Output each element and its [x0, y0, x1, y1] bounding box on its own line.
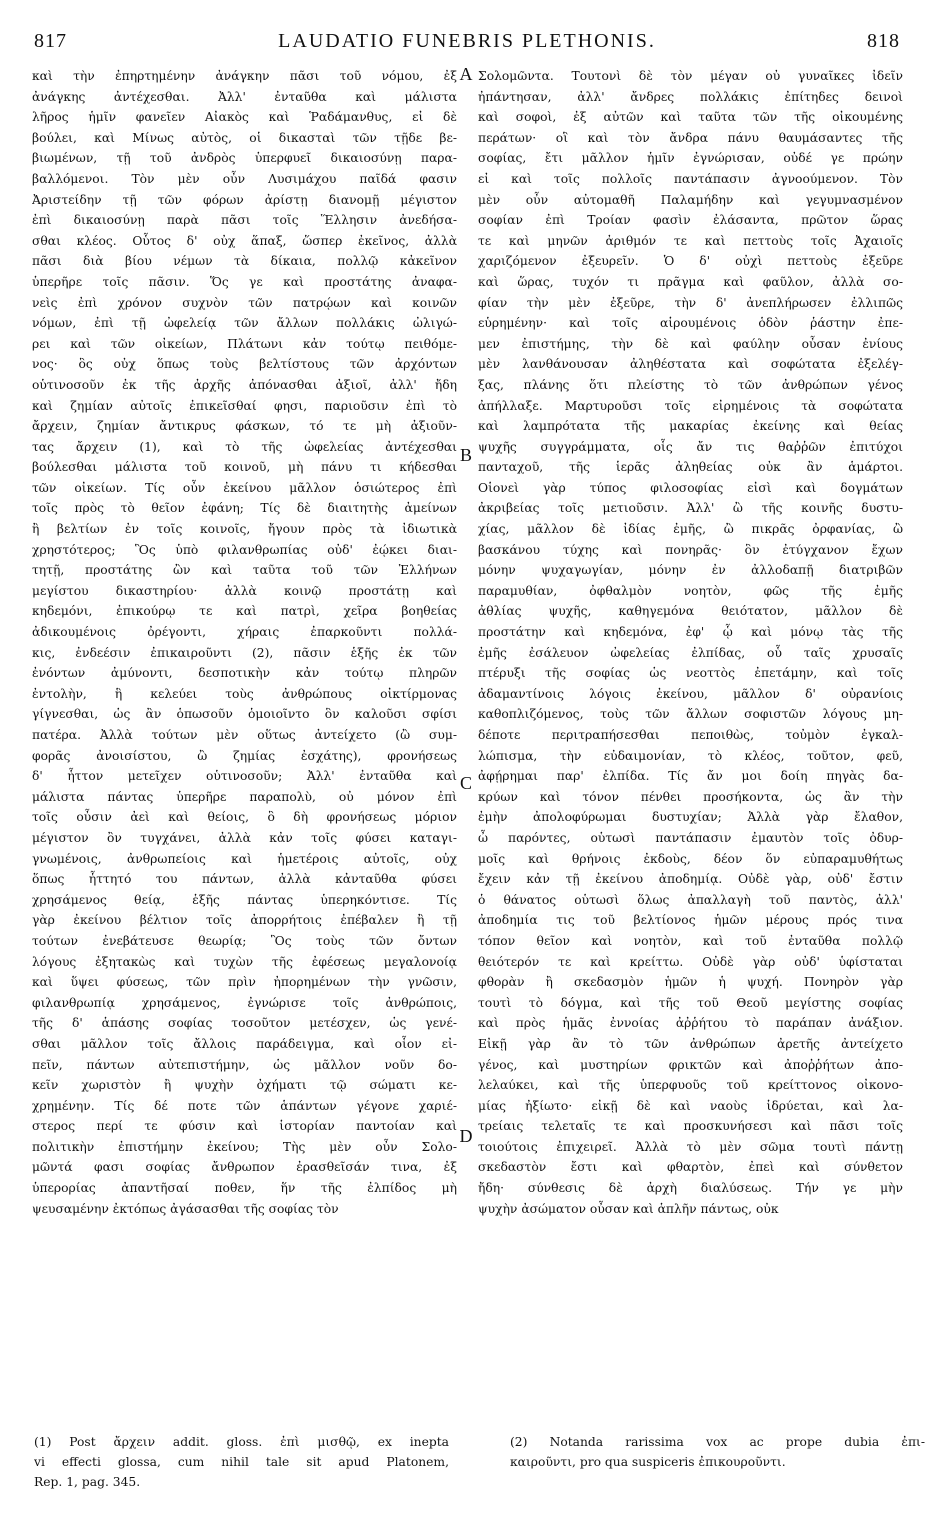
text-line: καὶ τὴν ἐπηρτημένην ἀνάγκην πᾶσι τοῦ νόμου, ἐξ — [32, 69, 457, 83]
text-line: Ἀριστείδην τῇ τῶν φόρων ἀρίστῃ διανομῇ μέγιστον — [32, 192, 457, 207]
text-line: ἀδαμαντίνοις λόγοις ἐκείνου, μᾶλλον δ' οὐρανίοις — [478, 686, 903, 701]
text-line: ἢ βελτίων ἐν τοῖς κοινοῖς, ἤγουν πρὸς τὰ ἰδιωτικὰ — [32, 522, 457, 537]
footnote-line: καιροῦντι, pro qua suspiceris ἐπικουροῦντι. — [510, 1455, 786, 1469]
footnote-line: Rep. 1, pag. 345. — [34, 1475, 141, 1489]
section-marker-d: D — [459, 1126, 473, 1146]
footnotes — [0, 1432, 934, 1502]
page-number-right: 818 — [866, 30, 900, 52]
text-line: γένος, καὶ μυστηρίων φρικτῶν καὶ ἀποῤῥήτων ἀπο- — [478, 1057, 903, 1072]
text-line: γνωμένοις, ἀνθρωπείοις καὶ ἡμετέροις αὐτοῖς, οὐχ — [32, 851, 457, 866]
text-line: χρημένην. Τίς δέ ποτε τῶν ἁπάντων γέγονε χαριέ- — [32, 1098, 457, 1113]
text-line: πτέρυξι τῆς σοφίας ὡς νεοττὸς ἐπετάμην, καὶ τοῖς — [478, 666, 903, 681]
text-line: βαλλόμενοι. Τὸν μὲν οὖν Λυσιμάχου παῖδά φασιν — [32, 171, 457, 186]
text-line: τῆς δ' ἁπάσης σοφίας τοσοῦτον μετέσχεν, ὡς γενέ- — [32, 1016, 457, 1031]
text-line: πεῖν, πάντων αὐτεπιστήμην, ὡς μᾶλλον νοῦν δο- — [32, 1057, 457, 1072]
text-line: μίας ἠξίωτο· εἰκῇ δὲ καὶ ναοὺς ἱδρύεται, καὶ λα- — [478, 1098, 903, 1113]
text-line: κρύων καὶ τόνον πένθει προσήκοντα, ὡς ἂν τὴν — [478, 789, 903, 804]
text-line: σθαι μᾶλλον τοῖς ἄλλοις παράδειγμα, καὶ οἷον εἰ- — [32, 1036, 457, 1051]
text-line: καὶ ζημίαν αὐτοῖς ἐπικεῖσθαί φησι, παριοῦσιν ἐπὶ τὸ — [32, 398, 457, 413]
text-line: οὑτινοσοῦν ἐκ τῆς ἀρχῆς ἀπόνασθαι ἀξιοῖ, ἀλλ' ἤδη — [32, 377, 457, 392]
right-text-column — [478, 66, 903, 1366]
text-line: θειότερόν τε καὶ κρείττω. Οὐδὲ γὰρ οὐδ' ὑφίσταται — [478, 954, 903, 969]
text-line: ἔχειν κἀν τῇ ἐκείνου ἀποδημίᾳ. Οὐδὲ γὰρ, οὐδ' ἔστιν — [478, 872, 903, 887]
text-line: καὶ πρὸς ἡμᾶς ἐννοίας ἀῤῥήτου τὸ παράπαν ἀνάξιον. — [478, 1016, 903, 1031]
text-line: τόπον θεῖον καὶ νοητὸν, καὶ τοῦ ἐνταῦθα πολλῷ — [478, 933, 903, 948]
text-line: νος· ὃς οὐχ ὅπως τοὺς βελτίστους τῶν ἀρχόντων — [32, 357, 457, 372]
section-marker-c: C — [459, 773, 472, 793]
text-line: καθοπλιζόμενος, τοὺς τῶν ἄλλων σοφιστῶν λόγους μη- — [478, 707, 903, 722]
text-line: σθαι κλέος. Οὗτος δ' οὐχ ἅπαξ, ὥσπερ ἐκεῖνος, ἀλλὰ — [32, 233, 457, 248]
text-line: χίας, μᾶλλον δὲ ἰδίας ἐμῆς, ὢ πικρᾶς ὀρφανίας, ὢ — [478, 522, 903, 537]
text-line: ἐπὶ δικαιοσύνῃ παρὰ πᾶσι τοῖς Ἕλλησιν ἀνεδήσα- — [32, 213, 457, 228]
footnote-1 — [34, 1432, 449, 1492]
text-line: ἀφῄρημαι παρ' ἐλπίδα. Τίς ἄν μοι δοίη πηγὰς δα- — [478, 769, 903, 784]
text-line: βούλει, καὶ Μίνως αὐτὸς, οἱ δικασταὶ τῶν τῇδε βε- — [32, 130, 457, 145]
text-line: τοῖς οὖσιν ἀεὶ καὶ θείοις, ὃ δὴ φρονήσεως μόριον — [32, 810, 457, 825]
text-line: τουτὶ τὸ δόγμα, καὶ τῆς τοῦ Θεοῦ μεγίστης σοφίας — [478, 995, 903, 1010]
text-line: μὲν οὖν αὐτομαθῆ Παλαμήδην καὶ γεγυμνασμένον — [478, 192, 903, 207]
text-line: μόνην ψυχαγωγίαν, μόνην ἐν ἀλλοδαπῇ διατριβῶν — [478, 563, 903, 578]
text-line: ὁ θάνατος οὑτωσὶ ὅλως ἀπαλλαγὴ τοῦ παντὸς, ἀλλ' — [478, 892, 903, 907]
text-line: φορᾶς ἀνοισίστου, ὢ ζημίας ἐσχάτης), φρονήσεως — [32, 748, 457, 763]
text-line: ψευσαμένην ἐκτόπως ἀγάσασθαι τῆς σοφίας τὸν — [32, 1201, 339, 1216]
text-line: μάλιστα πάντας ὑπερῆρε παραπολὺ, οὐ μόνον ἐπὶ — [32, 789, 457, 804]
text-line: βιωμένων, τῇ τοῦ ἀνδρὸς ὑπερφυεῖ δικαιοσύνῃ παρα- — [32, 151, 457, 166]
footnote-line: (2) Notanda rarissima vox ac prope dubia ἐπι- — [510, 1435, 925, 1449]
text-line: ψυχῆς συγγράμματα, οἷς ἄν τις θαῤῥῶν ἐπιτύχοι — [478, 439, 903, 454]
text-line: τούτων ἐνεβάτευσε θεωρίᾳ; Ὃς τοὺς τῶν ὄντων — [32, 933, 457, 948]
text-line: ἤδη· σύνθεσις δὲ ἀρχὴ διαλύσεως. Τήν γε μὴν — [478, 1181, 903, 1196]
footnote-line: (1) Post ἄρχειν addit. gloss. ἐπὶ μισθῷ, ex inepta — [34, 1435, 449, 1449]
text-line: φιλανθρωπίᾳ χρησάμενος, ἐγνώρισε τοῖς ἀνθρώποις, — [32, 995, 457, 1010]
text-line: περάτων· οἳ καὶ τὸν ἄνδρα πάνυ θαυμάσαντες τῆς — [478, 130, 903, 145]
text-line: ἀπήλλαξε. Μαρτυροῦσι τοῖς εἰρημένοις τὰ σοφώτατα — [478, 398, 903, 413]
text-line: τας ἄρχειν (1), καὶ τὸ τῆς ὠφελείας ἀντέχεσθαι — [32, 439, 457, 454]
text-line: ἐμὴν ἀπολοφύρωμαι δυστυχίαν; Ἀλλὰ γὰρ ἔλαθον, — [478, 810, 903, 825]
text-line: ἐμῆς ἐσάλευον ὠφελείας ἐλπίδας, οὗ ταῖς χρυσαῖς — [478, 645, 903, 660]
text-line: σοφίαν ἐπὶ Τροίαν φασὶν ἐλάσαντα, πρῶτον ὥρας — [478, 213, 903, 228]
text-line: τοῖς πρὸς τὸ θεῖον ἐφάνη; Τίς δὲ διαιτητὴς ἀμείνων — [32, 501, 457, 516]
text-line: καὶ σοφοὶ, ἐξ αὐτῶν καὶ ταῦτα τῶν τῆς οἰκουμένης — [478, 110, 903, 125]
text-line: λελαύκει, καὶ τῆς ὑπερφυοῦς τοῦ κρείττονος οἰκονο- — [478, 1078, 903, 1093]
text-line: μοῖς καὶ θρήνοις ἐκδοὺς, δέον ὅν εὐπαραμυθήτως — [478, 851, 903, 866]
text-line: κεῖν χωριστὸν ἢ ψυχὴν ὀχήματι τῷ σώματι κε- — [32, 1078, 457, 1093]
footnote-line: vi effecti glossa, cum nihil tale sit apud Platonem, — [34, 1455, 449, 1469]
text-line: λόγους ἐξητακὼς καὶ τυχὼν τῆς ἐφέσεως μεγαλονοίᾳ — [32, 954, 457, 969]
page-header — [34, 30, 900, 62]
text-line: γίγνεσθαι, ὡς ἂν ὁπωσοῦν ὁμοιοῖντο ὃν καλοῦσι σφίσι — [32, 707, 457, 722]
text-line: φθορὰν ἢ σκεδασμὸν ἡμῶν ἡ ψυχή. Πονηρὸν γὰρ — [478, 975, 903, 990]
text-line: σοφίας, ἔτι μᾶλλον ἡμῖν ἐγνώρισαν, οὐδέ γε πρώην — [478, 151, 903, 166]
text-line: τητῇ, προστάτης ὢν καὶ ταῦτα τοῦ τῶν Ἑλλήνων — [32, 563, 457, 578]
text-line: νεὶς ἐπὶ χρόνον συχνὸν τῶν πατρῴων καὶ κοινῶν — [32, 295, 457, 310]
section-marker-a: A — [459, 64, 473, 84]
text-line: ἀποδημία τις τοῦ βελτίονος ἡμῶν μέρους πρός τινα — [478, 913, 903, 928]
text-line: μέγιστον ὂν τυγχάνει, ἀλλὰ κἀν τοῖς φύσει καταγι- — [32, 830, 457, 845]
text-line: βασκάνου τύχης καὶ πονηρᾶς· ὃν ἐτύγχανον ἔχων — [478, 542, 903, 557]
text-line: εὑρημένην· καὶ τοῖς αἱρουμένοις ὁδὸν ῥάστην ἐπε- — [478, 316, 903, 331]
text-line: βούλεσθαι μάλιστα τοῦ κοινοῦ, μὴ πάνυ τι κήδεσθαι — [32, 460, 457, 475]
section-marker-b: B — [459, 445, 472, 465]
text-line: εἰ καὶ τοῖς πολλοῖς παντάπασιν ἀγνοούμενον. Τὸν — [478, 171, 903, 186]
footnote-2 — [510, 1432, 925, 1472]
text-line: Οἱονεὶ γὰρ τύπος φιλοσοφίας εἰσὶ καὶ δογμάτων — [478, 480, 903, 495]
page-number-left: 817 — [34, 30, 67, 52]
text-line: κηδεμόνι, ἐπικούρῳ τε καὶ πατρὶ, χεῖρα βοηθείας — [32, 604, 457, 619]
text-line: ὑπερορίας ἀπαντῆσαί ποθεν, ἥν τῆς ἐλπίδος μὴ — [32, 1181, 457, 1196]
text-line: γὰρ ἐκείνου βέλτιον τοῖς ἀπορρήτοις ἐπέβαλεν ἢ τῇ — [32, 913, 457, 928]
text-line: χρηστότερος; Ὃς ὑπὸ φιλανθρωπίας οὐδ' ἐῴκει διαι- — [32, 542, 457, 557]
text-line: νόμων, ἐπὶ τῇ ὠφελείᾳ τῶν ἄλλων πολλάκις ὠλιγώ- — [32, 316, 457, 331]
text-line: χαριζόμενον ἐξευρεῖν. Ὁ δ' οὐχὶ πεττοὺς ἐξεῦρε — [478, 254, 903, 269]
text-line: ὑπερῆρε τοῖς πᾶσιν. Ὅς γε καὶ προστάτης ἀναφα- — [32, 274, 457, 289]
text-line: Εἰκῇ γὰρ ἂν τὸ τῶν ἀνθρώπων ἀρετῆς ἀντείχετο — [478, 1036, 903, 1051]
text-line: μῶντά φασι σοφίας ἄνθρωπον ἐρασθεῖσάν τινα, ἐξ — [32, 1160, 457, 1175]
text-line: ἀδικουμένοις ὀρέγοντι, χήραις ἐπαρκοῦντι πολλά- — [32, 625, 457, 640]
left-text-column — [32, 66, 457, 1366]
text-line: καὶ λαμπρότατα τῆς μακαρίας ἐκείνης καὶ θείας — [478, 419, 903, 434]
text-line: ἄρχειν, ζημίαν ἄντικρυς φάσκων, τό τε μὴ ἀξιοῦν- — [32, 419, 457, 434]
text-line: ἠπάντησαν, ἀλλ' ἄνδρες πολλάκις ἐπίτηδες δεινοὶ — [478, 89, 903, 104]
text-line: λῆρος ἡμῖν φανεῖεν Αἰακὸς καὶ Ῥαδάμανθυς, εἰ δὲ — [32, 110, 457, 125]
text-line: ὦ παρόντες, οὑτωσὶ παντάπασιν ἐμαυτὸν τοῖς ὀδυρ- — [478, 830, 903, 845]
text-line: τῶν οἰκείων. Τίς οὖν ἐκείνου μᾶλλον ὁσιώτερος ἐπὶ — [32, 480, 457, 495]
text-line: πᾶσι διὰ βίου νέμων τὰ δίκαια, πολλῷ κἀκεῖνον — [32, 254, 457, 269]
text-line: πατέρα. Ἀλλὰ τούτων μὲν οὕτως ἀντείχετο (ὢ συμ- — [32, 728, 457, 742]
text-line: προστάτην καὶ κηδεμόνα, ἐφ' ᾧ καὶ μόνῳ τὰς τῆς — [478, 625, 903, 640]
text-line: ἀθλίας ψυχῆς, καθηγεμόνα θειότατον, μᾶλλον δὲ — [478, 604, 903, 619]
text-line: μὲν λανθάνουσαν ἀληθέστατα καὶ σοφώτατα ἐξελέγ- — [478, 357, 903, 372]
text-line: παραμυθίαν, ὀφθαλμὸν νοητὸν, φῶς τῆς ἐμῆς — [478, 583, 903, 598]
text-line: δέποτε περιτραπήσεσθαι πεποιθὼς, τοὐμὸν ἐγκαλ- — [478, 728, 903, 742]
text-line: ψυχὴν ἀσώματον οὖσαν καὶ ἁπλῆν πάντως, οὐκ — [478, 1201, 779, 1216]
text-line: μεγίστου δικαστηρίου· ἀλλὰ κοινῷ προστάτῃ καὶ — [32, 583, 457, 598]
text-line: ἐντολὴν, ἣ κελεύει τοὺς ἀνθρώπους οἰκτίρμονας — [32, 686, 457, 701]
text-line: στερος περί τε φύσιν καὶ ἱστορίαν παντοίαν καὶ — [32, 1119, 457, 1134]
text-line: ρει καὶ τῶν οἰκείων, Πλάτωνι κἀν τούτῳ πειθόμε- — [32, 336, 457, 351]
running-head: LAUDATIO FUNEBRIS PLETHONIS. — [278, 30, 656, 52]
text-line: κις, ἐνδεέσιν ἐπικαιροῦντι (2), πᾶσιν ἑξῆς ἐκ τῶν — [32, 645, 457, 660]
text-line: ξας, πλάνης ὅτι πλείστης τὸ τῶν ἀνθρώπων γένος — [478, 377, 903, 392]
text-line: ἐνόντων ἀμύνοντι, δεσποτικὴν κἀν τούτῳ πληρῶν — [32, 666, 457, 681]
text-line: τε καὶ μηνῶν ἀριθμόν τε καὶ πεττοὺς τοῖς Ἀχαιοῖς — [478, 233, 903, 248]
text-line: χρησάμενος θείᾳ, ἑξῆς πάντας ὑπερηκόντισε. Τίς — [32, 892, 457, 907]
text-line: πανταχοῦ, τῆς ἱερᾶς ἀληθείας οὐκ ἂν ἁμάρτοι. — [478, 460, 903, 475]
text-line: τρείαις τελεταῖς τε καὶ προσκυνήσεσι καὶ πᾶσι τοῖς — [478, 1119, 903, 1134]
text-line: καὶ ὥρας, τυχόν τι πρᾶγμα καὶ φαῦλον, ἀλλὰ σο- — [478, 274, 903, 289]
text-line: καὶ ὕψει φύσεως, τῶν πρὶν ἠπορημένων τὴν γνῶσιν, — [32, 975, 457, 990]
text-line: σκεδαστὸν ἔστι καὶ φθαρτὸν, ἐπεὶ καὶ σύνθετον — [478, 1160, 903, 1175]
text-line: μεν ἐπιστήμης, τὴν δὲ καὶ φαύλην οὖσαν ἐνίους — [478, 336, 903, 351]
text-line: Σολομῶντα. Τουτονὶ δὲ τὸν μέγαν οὐ γυναῖκες ἰδεῖν — [478, 69, 903, 83]
text-line: λώπισμα, τὴν εὐδαιμονίαν, τὸ κλέος, τοῦτον, φεῦ, — [478, 748, 903, 763]
text-line: δ' ἧττον μετεῖχεν οὑτινοσοῦν; Ἀλλ' ἐνταῦθα καὶ — [32, 769, 457, 784]
text-line: τοιούτοις ἐπιχειρεῖ. Ἀλλὰ τὸ μὲν σῶμα τουτὶ πάντῃ — [478, 1139, 903, 1154]
text-line: ἀνάγκης ἀντέχεσθαι. Ἀλλ' ἐνταῦθα καὶ μάλιστα — [32, 89, 457, 104]
text-line: ὅπως ἧττητό του πάντων, ἀλλὰ κἀνταῦθα φύσει — [32, 872, 457, 887]
text-line: ἀκριβείας τοῖς μετιοῦσιν. Ἀλλ' ὢ τῆς κοινῆς δυστυ- — [478, 501, 903, 516]
text-line: πολιτικὴν ἐπιστήμην ἐκείνου; Τὴς μὲν οὖν Σολο- — [32, 1139, 457, 1154]
text-line: φίαν τὴν μὲν ἐξεῦρε, τὴν δ' ἀνεπλήρωσεν ἐλλιπῶς — [478, 295, 903, 310]
